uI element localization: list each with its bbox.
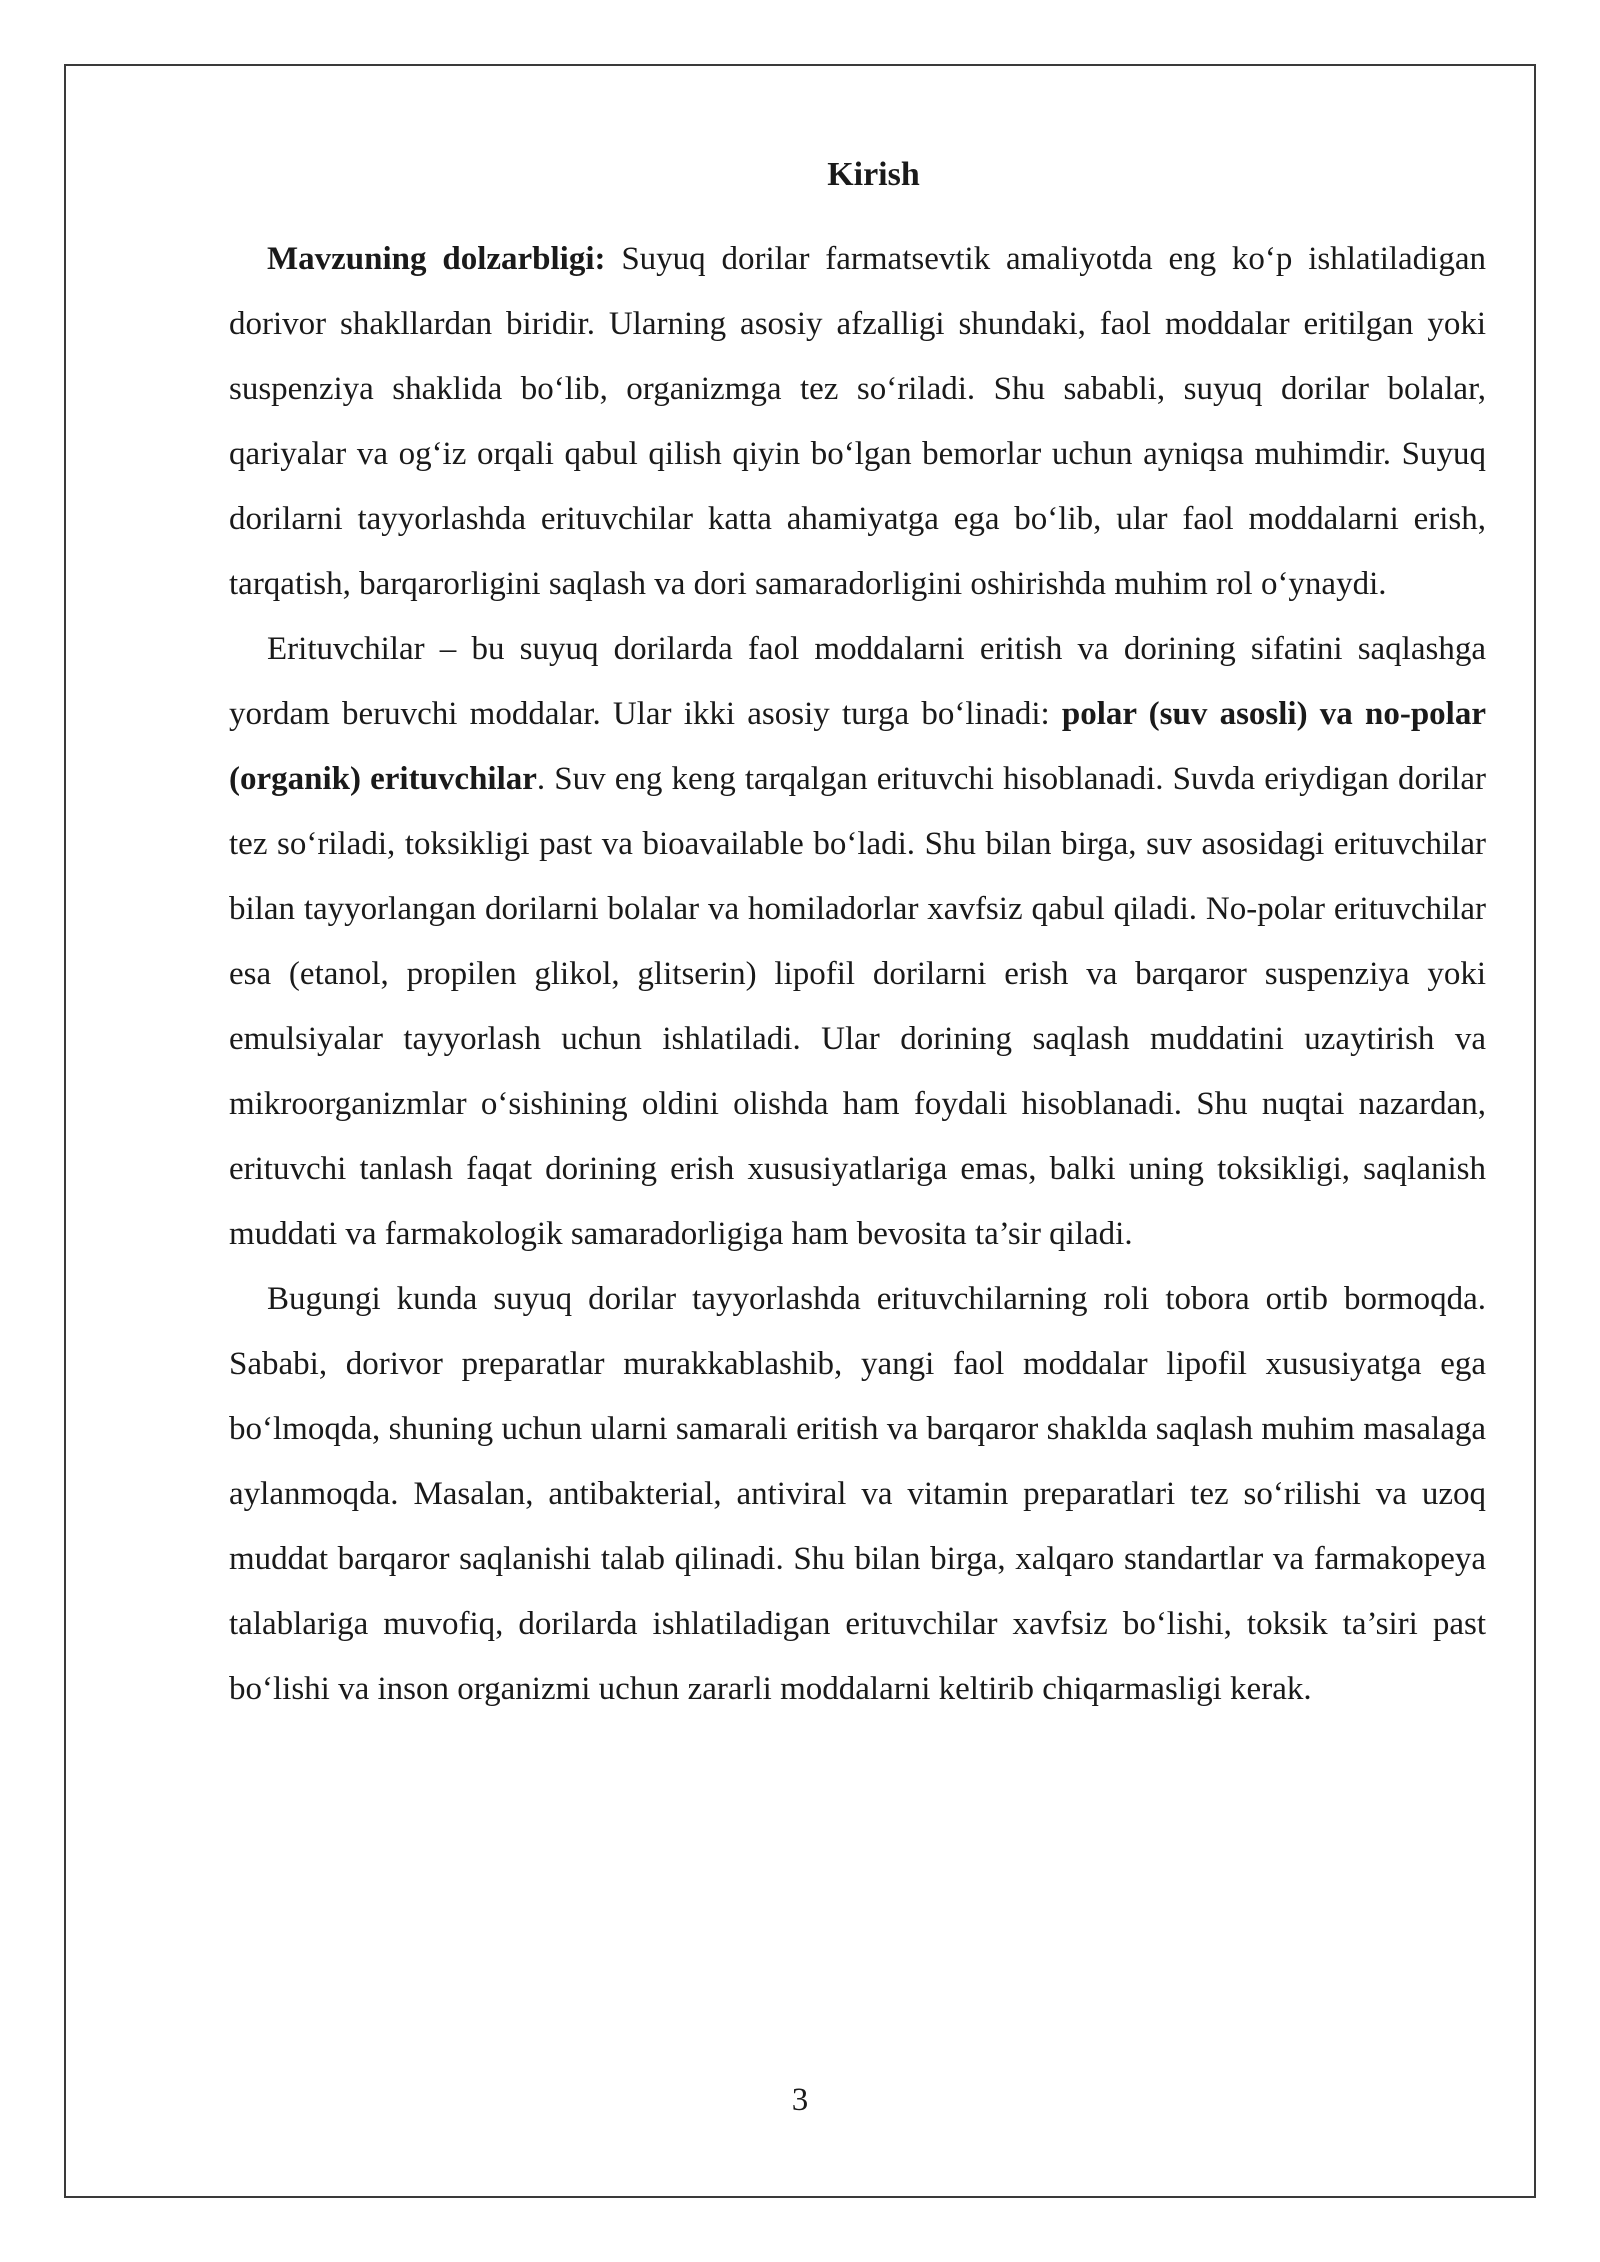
- page-content: [229, 145, 1486, 1722]
- relevance-text: Suyuq dorilar farmatsevtik amaliyotda eng ko‘p ishlatiladigan dorivor shakllardan biridir. Ularning asosiy afzalligi shundaki, faol moddalar eritilgan yoki suspenziya shaklida bo‘lib, organizmga tez so‘riladi. Shu sababli, suyuq dorilar bolalar, qariyalar va og‘iz orqali qabul qilish qiyin bo‘lgan bemorlar uchun ayniqsa muhimdir. Suyuq dorilarni tayyorlashda erituvchilar katta ahamiyatga ega bo‘lib, ular faol moddalarni erish, tarqatish, barqarorligini saqlash va dori samaradorligini oshirishda muhim rol o‘ynaydi.: [229, 241, 1486, 602]
- solvents-bold-phrase: polar (suv asosli) va no-polar (organik) erituvchilar: [229, 696, 1486, 797]
- relevance-lead-label: Mavzuning dolzarbligi:: [267, 241, 606, 277]
- paragraph-solvents: [229, 617, 1486, 1267]
- page-number: 3: [791, 2082, 809, 2118]
- current-role-text: Bugungi kunda suyuq dorilar tayyorlashda erituvchilarning roli tobora ortib bormoqda. Sababi, dorivor preparatlar murakkablashib, yangi faol moddalar lipofil xususiyatga ega bo‘lmoqda, shuning uchun ularni samarali eritish va barqaror shaklda saqlash muhim masalaga aylanmoqda. Masalan, antibakterial, antiviral va vitamin preparatlari tez so‘rilishi va uzoq muddat barqaror saqlanishi talab qilinadi. Shu bilan birga, xalqaro standartlar va farmakopeya talablariga muvofiq, dorilarda ishlatiladigan erituvchilar xavfsiz bo‘lishi, toksik ta’siri past bo‘lishi va inson organizmi uchun zararli moddalarni keltirib chiqarmasligi kerak.: [229, 1281, 1486, 1707]
- section-title: Kirish: [827, 156, 920, 193]
- paragraph-current-role: [229, 1267, 1486, 1722]
- solvents-text-after: . Suv eng keng tarqalgan erituvchi hisoblanadi. Suvda eriydigan dorilar tez so‘riladi, toksikligi past va bioavailable bo‘ladi. Shu bilan birga, suv asosidagi erituvchilar bilan tayyorlangan dorilarni bolalar va homiladorlar xavfsiz qabul qiladi. No-polar erituvchilar esa (etanol, propilen glikol, glitserin) lipofil dorilarni erish va barqaror suspenziya yoki emulsiyalar tayyorlash uchun ishlatiladi. Ular dorining saqlash muddatini uzaytirish va mikroorganizmlar o‘sishining oldini olishda ham foydali hisoblanadi. Shu nuqtai nazardan, erituvchi tanlash faqat dorining erish xususiyatlariga emas, balki uning toksikligi, saqlanish muddati va farmakologik samaradorligiga ham bevosita ta’sir qiladi.: [229, 761, 1486, 1252]
- solvents-text-before: Erituvchilar – bu suyuq dorilarda faol moddalarni eritish va dorining sifatini saqlashga yordam beruvchi moddalar. Ular ikki asosiy turga bo‘linadi:: [229, 631, 1486, 732]
- paragraph-relevance: [229, 227, 1486, 617]
